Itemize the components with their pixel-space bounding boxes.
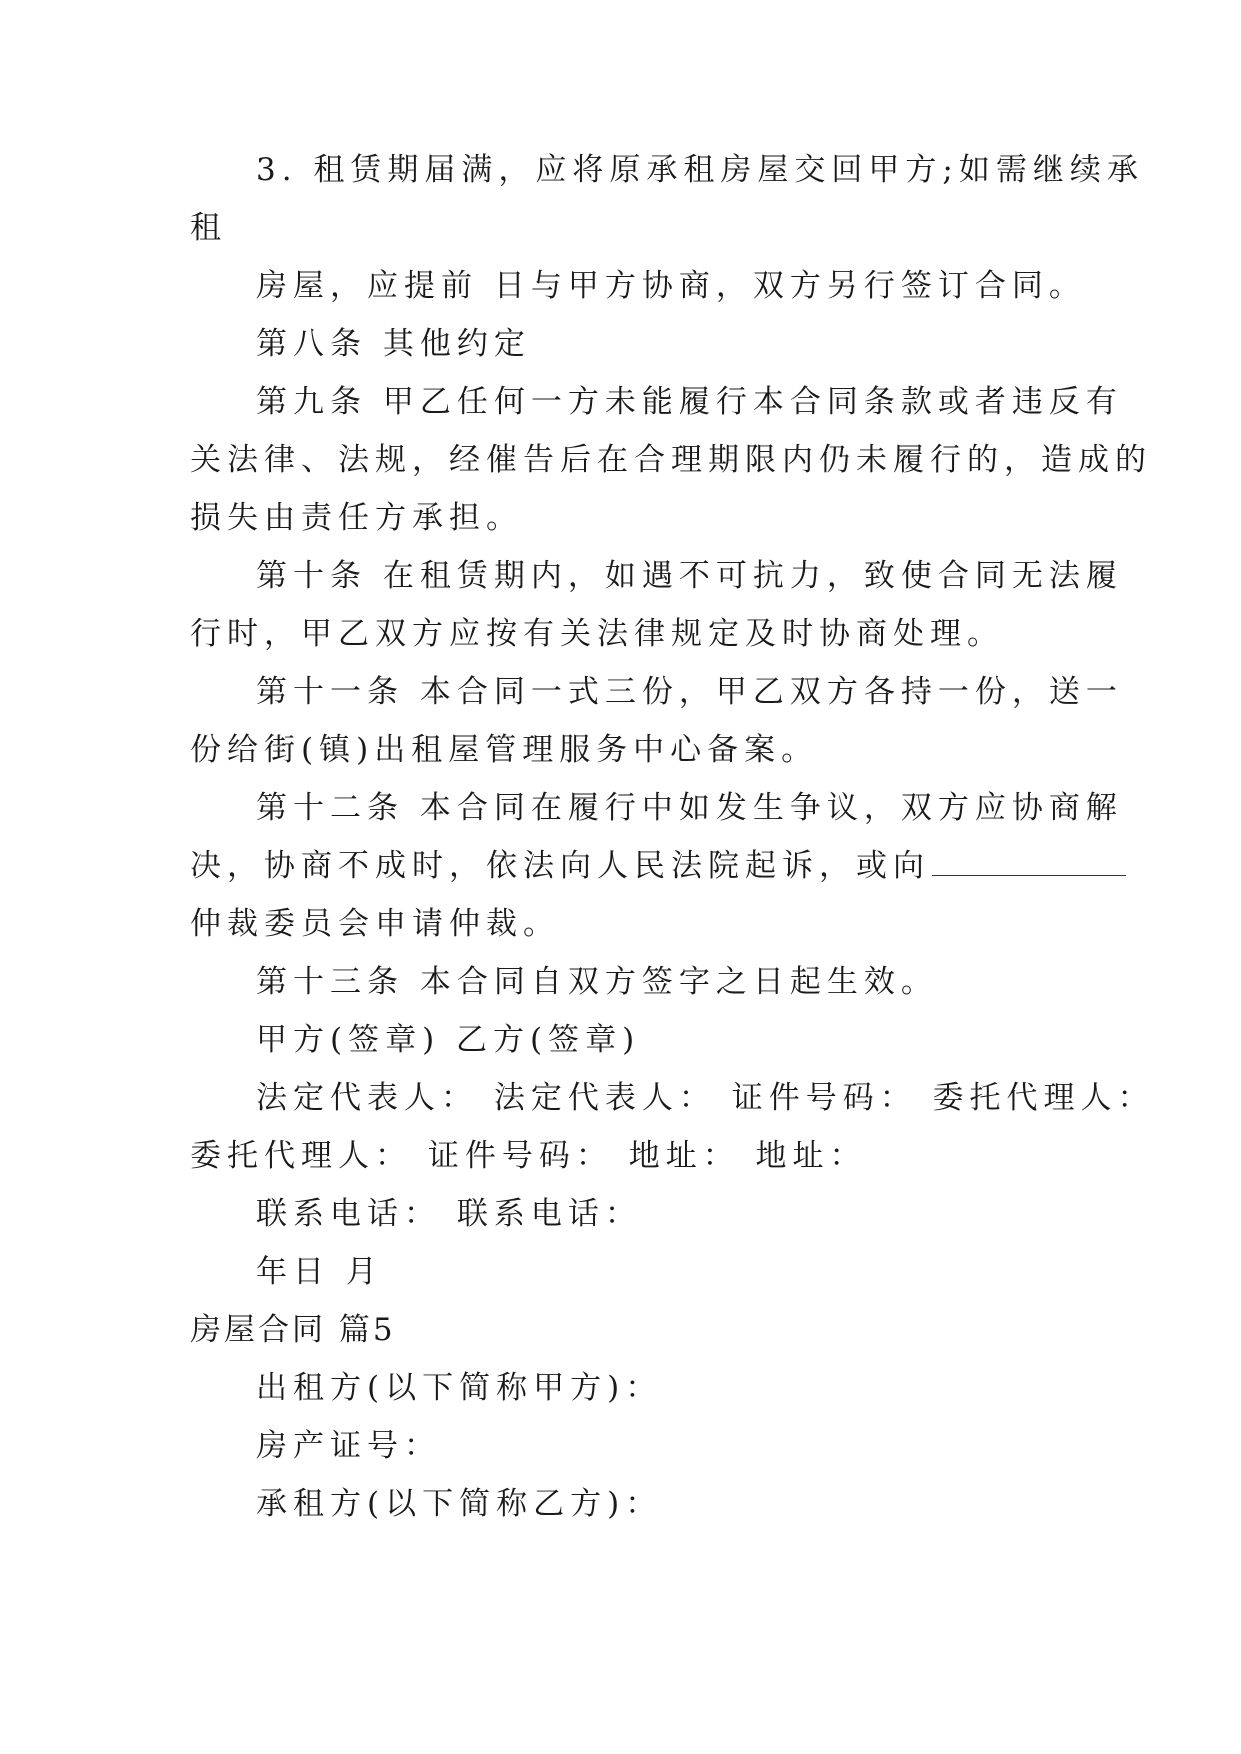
paragraph-line: 租	[190, 210, 227, 246]
paragraph-line: 出租方(以下简称甲方)：	[256, 1370, 663, 1406]
date-line: 年日 月	[256, 1254, 383, 1290]
paragraph-line: 3. 租赁期届满，应将原承租房屋交回甲方;如需继续承	[256, 152, 1144, 188]
document-heading: 房屋合同 篇5	[190, 1312, 396, 1348]
section-heading: 第八条 其他约定	[256, 326, 531, 362]
signature-line: 甲方(签章) 乙方(签章)	[256, 1022, 641, 1058]
paragraph-line: 房产证号：	[256, 1428, 441, 1464]
signature-line: 法定代表人： 法定代表人： 证件号码： 委托代理人：	[256, 1080, 1155, 1116]
paragraph-line: 关法律、法规，经催告后在合理期限内仍未履行的，造成的	[190, 442, 1152, 478]
paragraph-line	[190, 846, 1126, 886]
paragraph-line: 第九条 甲乙任何一方未能履行本合同条款或者违反有	[256, 384, 1123, 420]
paragraph-line: 第十一条 本合同一式三份，甲乙双方各持一份，送一	[256, 674, 1123, 710]
fill-in-blank	[932, 849, 1126, 876]
paragraph-line: 第十二条 本合同在履行中如发生争议，双方应协商解	[256, 790, 1123, 826]
paragraph-line: 承租方(以下简称乙方)：	[256, 1486, 663, 1522]
paragraph-text: 决，协商不成时，依法向人民法院起诉，或向	[190, 848, 930, 884]
paragraph-line: 行时，甲乙双方应按有关法律规定及时协商处理。	[190, 616, 1004, 652]
paragraph-line: 第十三条 本合同自双方签字之日起生效。	[256, 964, 938, 1000]
paragraph-line: 份给街(镇)出租屋管理服务中心备案。	[190, 732, 819, 768]
paragraph-line: 仲裁委员会申请仲裁。	[190, 906, 560, 942]
paragraph-line: 损失由责任方承担。	[190, 500, 523, 536]
paragraph-line: 房屋，应提前 日与甲方协商，双方另行签订合同。	[256, 268, 1086, 304]
signature-line: 委托代理人： 证件号码： 地址： 地址：	[190, 1138, 867, 1174]
signature-line: 联系电话： 联系电话：	[256, 1196, 642, 1232]
paragraph-line: 第十条 在租赁期内，如遇不可抗力，致使合同无法履	[256, 558, 1123, 594]
